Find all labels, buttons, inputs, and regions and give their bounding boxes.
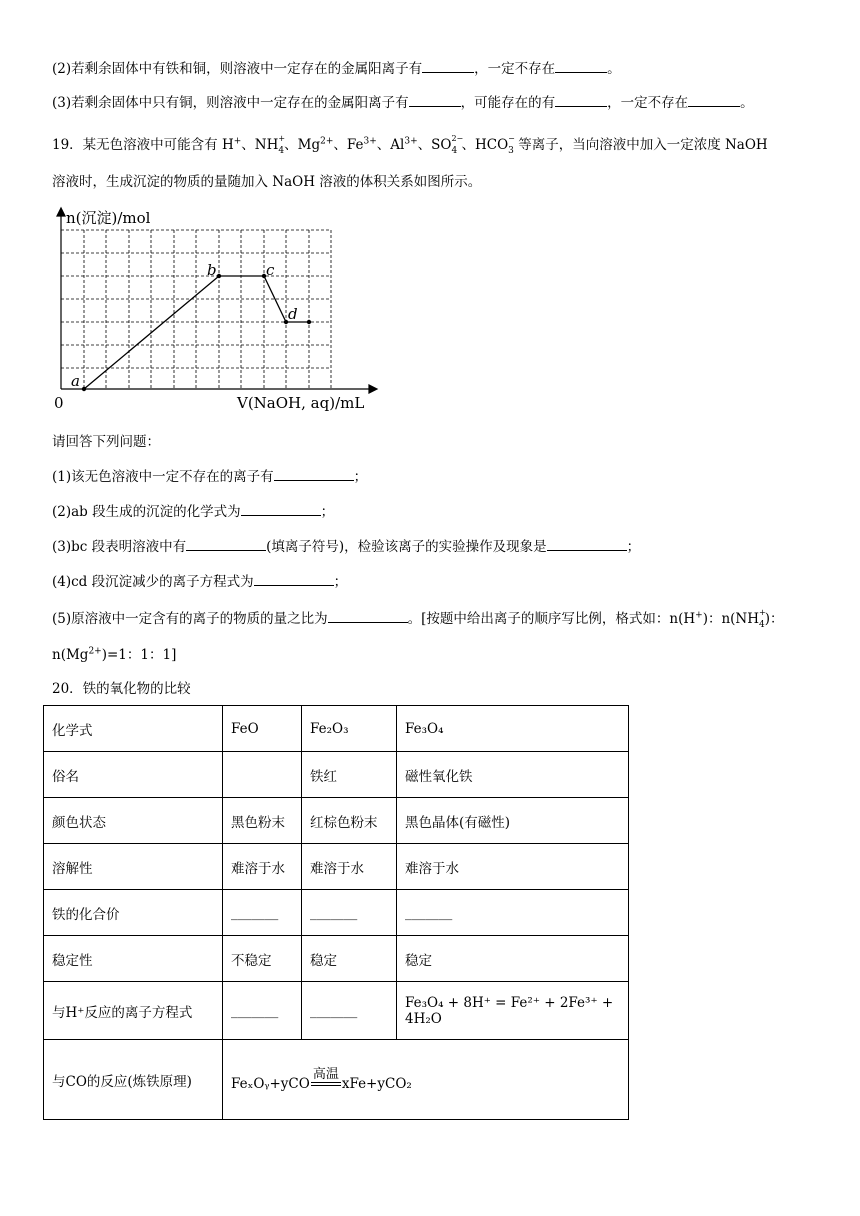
table-cell	[223, 752, 302, 798]
h-reaction-equation: Fe₃O₄ + 8H⁺ = Fe²⁺ + 2Fe³⁺ + 4H₂O	[397, 982, 629, 1040]
table-cell: Fe₃O₄	[397, 706, 629, 752]
table-cell: 磁性氧化铁	[397, 752, 629, 798]
point-b-label: b	[207, 261, 217, 279]
table-cell: 难溶于水	[397, 844, 629, 890]
origin-label: 0	[54, 394, 64, 412]
q19-sub2: (2)ab 段生成的沉淀的化学式为 ；	[52, 504, 335, 520]
table-cell: 俗名	[44, 752, 223, 798]
q19-intro: 19．某无色溶液中可能含有 H+、NH $_{+ 4}$、$Mg^{2+}$、$Fe^{3+}$、$Al^{3+}$、SO $_{2- 4}$ 、HCO $_{- 3}$ 等离子，当向溶液中加入一定浓度 NaOH	[52, 133, 768, 156]
precipitate-curve	[84, 276, 309, 389]
answer-blank[interactable]	[409, 94, 461, 107]
q19-sub4: (4)cd 段沉淀减少的离子方程式为 ；	[52, 574, 348, 590]
x-axis-label: V(NaOH, aq)/mL	[237, 394, 365, 412]
table-cell: 稳定性	[44, 936, 223, 982]
table-row	[44, 798, 629, 844]
table-row	[44, 982, 629, 1040]
y-axis-label: n(沉淀)/mol	[66, 209, 151, 227]
q18-part2: (2)若剩余固体中有铁和铜，则溶液中一定存在的金属阳离子有 ，一定不存在 。	[52, 61, 621, 77]
table-cell: Fe₂O₃	[302, 706, 397, 752]
table-cell: 稳定	[302, 936, 397, 982]
table-cell: 铁的化合价	[44, 890, 223, 936]
answer-blank[interactable]: _______	[397, 890, 629, 936]
precipitate-graph	[40, 205, 380, 415]
axes	[57, 208, 377, 393]
table-cell: 与H⁺反应的离子方程式	[44, 982, 223, 1040]
q19-intro-line2: 溶液时，生成沉淀的物质的量随加入 NaOH 溶液的体积关系如图所示。	[52, 174, 482, 190]
reaction-condition: 高温	[311, 1067, 341, 1092]
table-cell: 溶解性	[44, 844, 223, 890]
point-d-label: d	[288, 305, 298, 323]
q20-title: 20．铁的氧化物的比较	[52, 681, 191, 697]
table-row	[44, 752, 629, 798]
answer-blank[interactable]: _______	[223, 890, 302, 936]
answer-blank[interactable]	[422, 60, 474, 73]
answer-blank[interactable]	[254, 573, 334, 586]
q19-prompt: 请回答下列问题：	[52, 434, 160, 450]
answer-blank[interactable]: _______	[302, 890, 397, 936]
table-cell: 红棕色粉末	[302, 798, 397, 844]
point-a-label: a	[71, 372, 80, 390]
table-cell: 铁红	[302, 752, 397, 798]
table-cell: 难溶于水	[302, 844, 397, 890]
table-cell: FeO	[223, 706, 302, 752]
table-cell: 稳定	[397, 936, 629, 982]
answer-blank[interactable]	[241, 503, 321, 516]
table-row	[44, 890, 629, 936]
table-cell: 化学式	[44, 706, 223, 752]
q19-sub5-cont: $n(Mg^{2+})=1$：1：1]	[52, 646, 177, 663]
co-reaction-equation: FeₓOᵧ+yCO 高温 xFe+yCO₂	[231, 1067, 412, 1092]
table-row	[44, 706, 629, 752]
table-row	[44, 844, 629, 890]
answer-blank[interactable]: _______	[302, 982, 397, 1040]
answer-blank[interactable]	[328, 610, 408, 623]
table-cell: 黑色晶体(有磁性)	[397, 798, 629, 844]
table-cell: 不稳定	[223, 936, 302, 982]
table-cell: 颜色状态	[44, 798, 223, 844]
q19-sub5: (5)原溶液中一定含有的离子的物质的量之比为 。[按题中给出离子的顺序写比例，格式如：n(H+)：n(NH $_{+ 4}$)：	[52, 607, 784, 630]
answer-blank[interactable]	[555, 60, 607, 73]
curve-points	[82, 274, 311, 391]
answer-blank[interactable]: _______	[223, 982, 302, 1040]
table-cell: 难溶于水	[223, 844, 302, 890]
q18-part3: (3)若剩余固体中只有铜，则溶液中一定存在的金属阳离子有 ，可能存在的有 ，一定不存在 。	[52, 95, 754, 111]
answer-blank[interactable]	[555, 94, 607, 107]
table-cell: 黑色粉末	[223, 798, 302, 844]
q19-sub3: (3)bc 段表明溶液中有 (填离子符号)，检验该离子的实验操作及现象是 ；	[52, 539, 641, 555]
answer-blank[interactable]	[274, 468, 354, 481]
answer-blank[interactable]	[688, 94, 740, 107]
answer-blank[interactable]	[547, 538, 627, 551]
table-row	[44, 936, 629, 982]
table-row	[44, 1040, 629, 1120]
co-reaction-cell	[223, 1040, 629, 1120]
answer-blank[interactable]	[186, 538, 266, 551]
double-line-arrow	[311, 1082, 341, 1086]
table-cell: 与CO的反应(炼铁原理)	[44, 1040, 223, 1120]
iron-oxide-table	[43, 705, 629, 1120]
q19-sub1: (1)该无色溶液中一定不存在的离子有 ；	[52, 469, 368, 485]
point-c-label: c	[266, 261, 275, 279]
